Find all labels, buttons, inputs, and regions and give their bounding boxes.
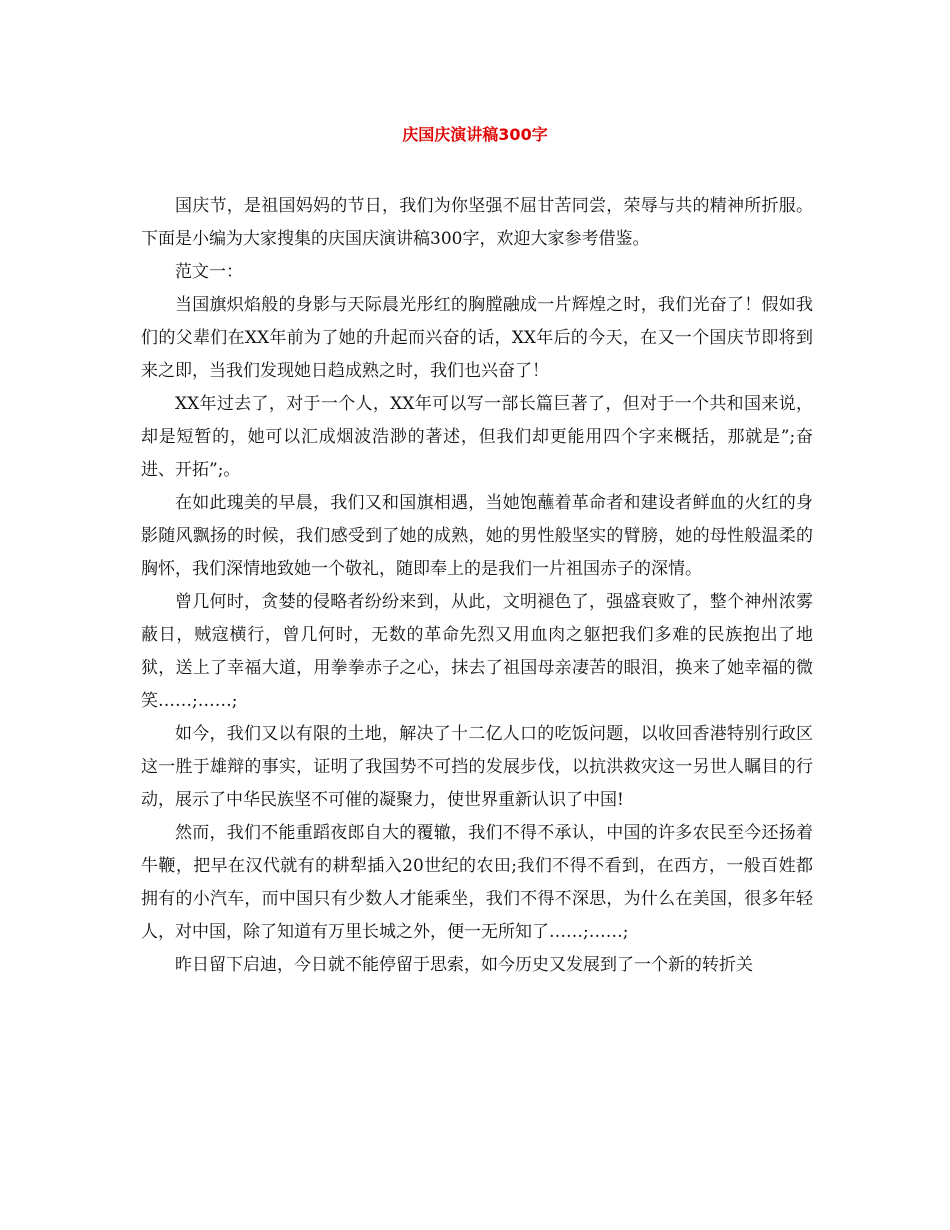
paragraph: 昨日留下启迪，今日就不能停留于思索，如今历史又发展到了一个新的转折关: [175, 955, 753, 975]
paragraph: 当国旗炽焰般的身影与天际晨光彤红的胸膛融成一片辉煌之时，我们光奋了！假如我们的父辈们在XX年前为了她的升起而兴奋的话，XX年后的今天，在又一个国庆节即将到来之即，当我们发现她日趋成熟之时，我们也兴奋了！: [141, 295, 813, 381]
paragraph: XX年过去了，对于一个人，XX年可以写一部长篇巨著了，但对于一个共和国来说，却是短暂的，她可以汇成烟波浩渺的著述，但我们却更能用四个字来概括，那就是”;奋进、开拓”;。: [141, 394, 813, 480]
paragraph: 曾几何时，贪婪的侵略者纷纷来到，从此，文明褪色了，强盛衰败了，整个神州浓雾蔽日，贼寇横行，曾几何时，无数的革命先烈又用血肉之躯把我们多难的民族抱出了地狱，送上了幸福大道，用拳拳赤子之心，抹去了祖国母亲凄苦的眼泪，换来了她幸福的微笑……;……;: [141, 592, 813, 711]
paragraph-intro: 国庆节，是祖国妈妈的节日，我们为你坚强不屈甘苦同尝，荣辱与共的精神所折服。下面是小编为大家搜集的庆国庆演讲稿300字，欢迎大家参考借鉴。: [141, 196, 813, 249]
document-body: [141, 190, 813, 982]
paragraph-sample-label: 范文一：: [175, 262, 243, 282]
document-title: 庆国庆演讲稿300字: [402, 125, 548, 144]
paragraph: 在如此瑰美的早晨，我们又和国旗相遇，当她饱蘸着革命者和建设者鲜血的火红的身影随风飘扬的时候，我们感受到了她的成熟，她的男性般坚实的臂膀，她的母性般温柔的胸怀，我们深情地致她一个敬礼，随即奉上的是我们一片祖国赤子的深情。: [141, 493, 813, 579]
paragraph: 然而，我们不能重蹈夜郎自大的覆辙，我们不得不承认，中国的许多农民至今还扬着牛鞭，把早在汉代就有的耕犁插入20世纪的农田;我们不得不看到，在西方，一般百姓都拥有的小汽车，而中国只有少数人才能乘坐，我们不得不深思，为什么在美国，很多年轻人，对中国，除了知道有万里长城之外，便一无所知了……;……;: [141, 823, 813, 942]
paragraph: 如今，我们又以有限的土地，解决了十二亿人口的吃饭问题，以收回香港特别行政区这一胜于雄辩的事实，证明了我国势不可挡的发展步伐，以抗洪救灾这一另世人瞩目的行动，展示了中华民族坚不可催的凝聚力，使世界重新认识了中国!: [141, 724, 813, 810]
